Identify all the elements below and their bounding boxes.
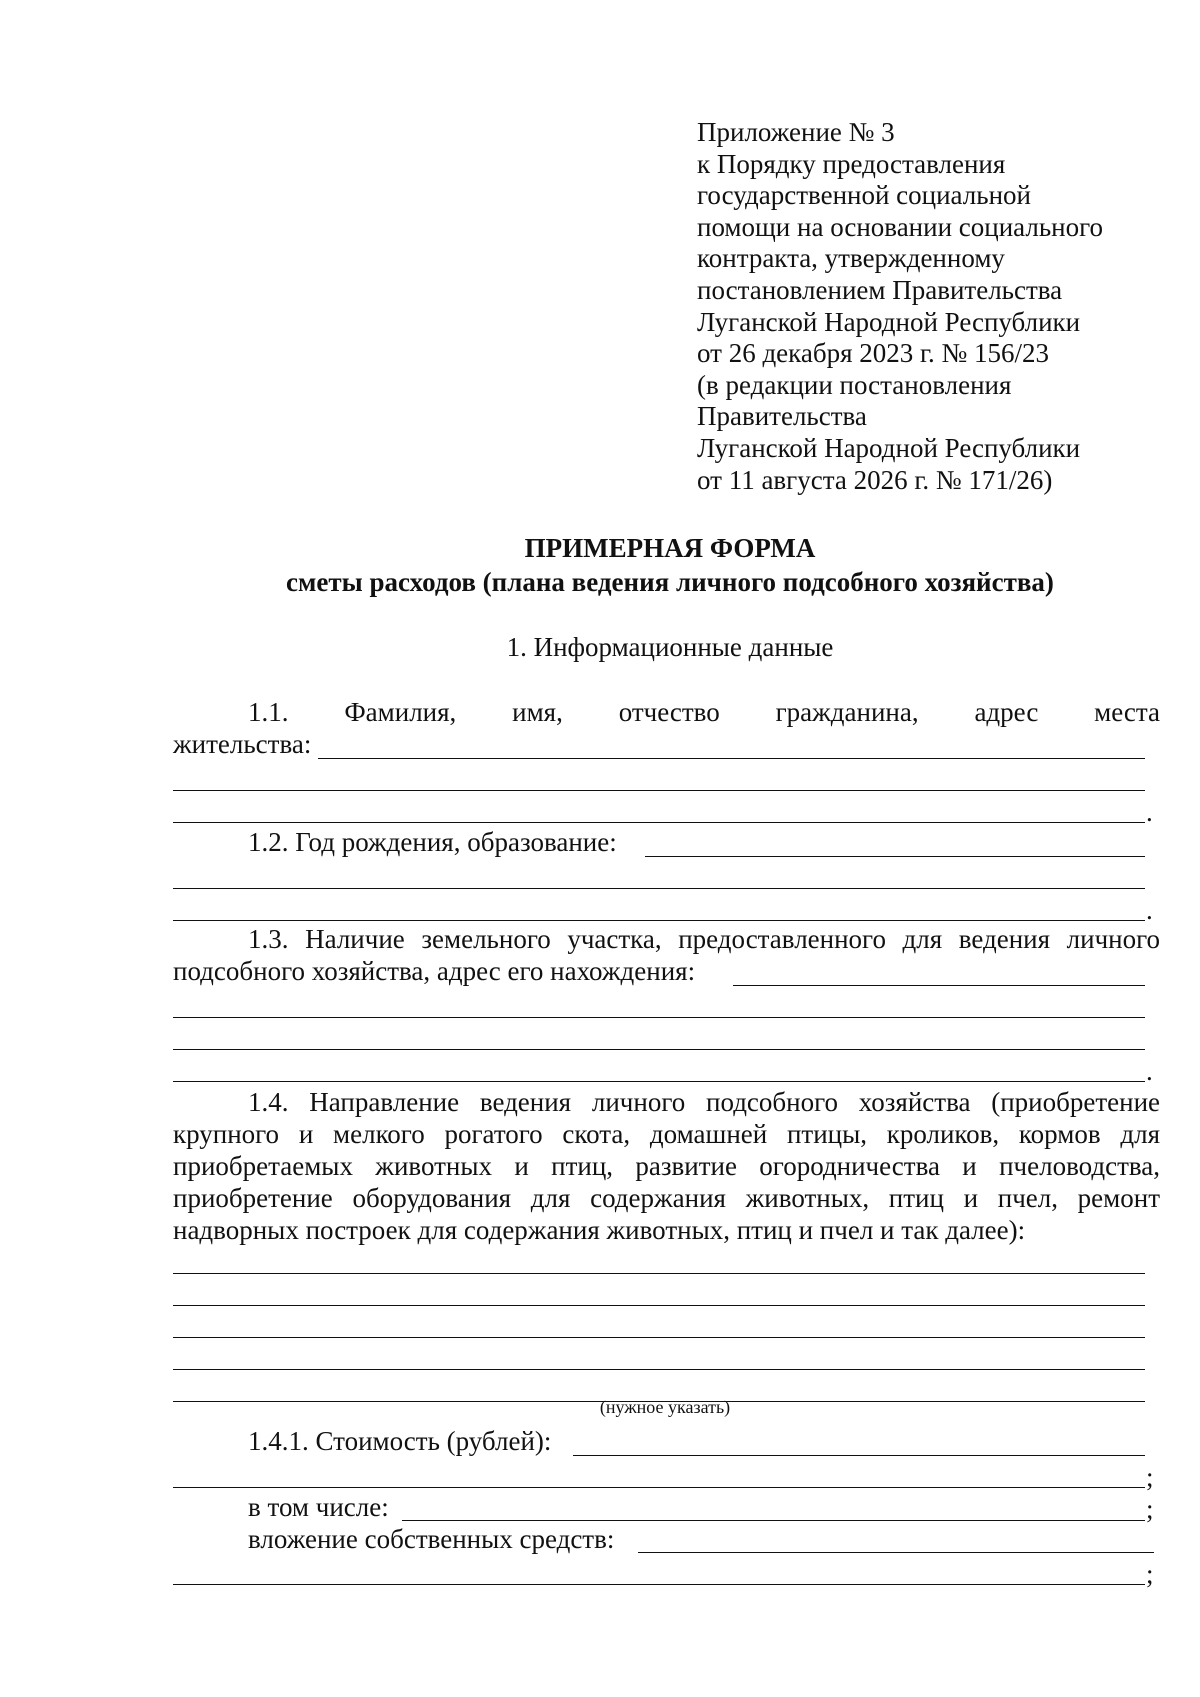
fill-line[interactable] bbox=[173, 1273, 1145, 1274]
fill-line-land-plot[interactable] bbox=[733, 985, 1145, 986]
period-mark: . bbox=[1146, 1056, 1153, 1086]
fill-line[interactable] bbox=[173, 1337, 1145, 1338]
appendix-line: от 26 декабря 2023 г. № 156/23 bbox=[697, 338, 1050, 369]
semicolon-mark: ; bbox=[1146, 1559, 1154, 1589]
semicolon-mark: ; bbox=[1146, 1462, 1154, 1492]
appendix-line: Луганской Народной Республики bbox=[697, 432, 1081, 463]
item-1-4-line1: 1.4. Направление ведения личного подсобного хозяйства (приобретение bbox=[248, 1087, 1160, 1117]
including-label: в том числе: bbox=[248, 1492, 389, 1522]
appendix-line: Правительства bbox=[697, 401, 867, 432]
item-1-4-line4: приобретение оборудования для содержания животных, птиц и пчел, ремонт bbox=[173, 1183, 1160, 1213]
fill-line-name-address[interactable] bbox=[318, 758, 1145, 759]
item-1-2-label: 1.2. Год рождения, образование: bbox=[248, 827, 617, 857]
appendix-line: контракта, утвержденному bbox=[697, 243, 1005, 274]
item-1-3-line1: 1.3. Наличие земельного участка, предоставленного для ведения личного bbox=[248, 924, 1160, 954]
item-1-3-line2: подсобного хозяйства, адрес его нахождения: bbox=[173, 956, 696, 986]
fill-line-including[interactable] bbox=[402, 1520, 1145, 1521]
fill-line[interactable] bbox=[173, 1584, 1145, 1585]
appendix-line: (в редакции постановления bbox=[697, 369, 1012, 400]
fill-line[interactable] bbox=[173, 822, 1145, 823]
fill-line[interactable] bbox=[173, 1081, 1145, 1082]
fill-line[interactable] bbox=[173, 920, 1145, 921]
fill-line-birth-education[interactable] bbox=[645, 856, 1145, 857]
fill-line[interactable] bbox=[173, 888, 1145, 889]
fill-line[interactable] bbox=[173, 1487, 1145, 1488]
item-1-4-line3: приобретаемых животных и птиц, развитие огородничества и пчеловодства, bbox=[173, 1151, 1160, 1181]
item-1-1-line1: 1.1. Фамилия, имя, отчество гражданина, адрес места bbox=[248, 697, 1160, 727]
appendix-line: помощи на основании социального bbox=[697, 211, 1104, 242]
form-title: ПРИМЕРНАЯ ФОРМА bbox=[524, 533, 816, 563]
appendix-line: Луганской Народной Республики bbox=[697, 306, 1081, 337]
appendix-header bbox=[697, 117, 1167, 496]
fill-line[interactable] bbox=[173, 1369, 1145, 1370]
item-1-4-line2: крупного и мелкого рогатого скота, домашней птицы, кроликов, кормов для bbox=[173, 1119, 1160, 1149]
semicolon-mark: ; bbox=[1146, 1494, 1154, 1524]
fill-line[interactable] bbox=[173, 1017, 1145, 1018]
fill-line[interactable] bbox=[173, 790, 1145, 791]
appendix-line: постановлением Правительства bbox=[697, 274, 1063, 305]
section-heading: 1. Информационные данные bbox=[506, 632, 834, 662]
form-subtitle: сметы расходов (плана ведения личного подсобного хозяйства) bbox=[286, 567, 1054, 597]
item-1-1-line2: жительства: bbox=[173, 729, 312, 759]
fill-line-cost[interactable] bbox=[573, 1455, 1145, 1456]
period-mark: . bbox=[1146, 797, 1153, 827]
note-specify: (нужное указать) bbox=[599, 1397, 731, 1417]
cost-label: 1.4.1. Стоимость (рублей): bbox=[248, 1426, 552, 1456]
appendix-line: государственной социальной bbox=[697, 180, 1031, 211]
appendix-line: от 11 августа 2026 г. № 171/26) bbox=[697, 464, 1053, 495]
period-mark: . bbox=[1146, 895, 1153, 925]
fill-line[interactable] bbox=[173, 1305, 1145, 1306]
fill-line-own-funds[interactable] bbox=[638, 1552, 1154, 1553]
fill-line[interactable] bbox=[173, 1049, 1145, 1050]
appendix-line: к Порядку предоставления bbox=[697, 148, 1006, 179]
item-1-4-line5: надворных построек для содержания животных, птиц и пчел и так далее): bbox=[173, 1215, 1026, 1245]
own-funds-label: вложение собственных средств: bbox=[248, 1524, 615, 1554]
appendix-line: Приложение № 3 bbox=[697, 117, 895, 147]
